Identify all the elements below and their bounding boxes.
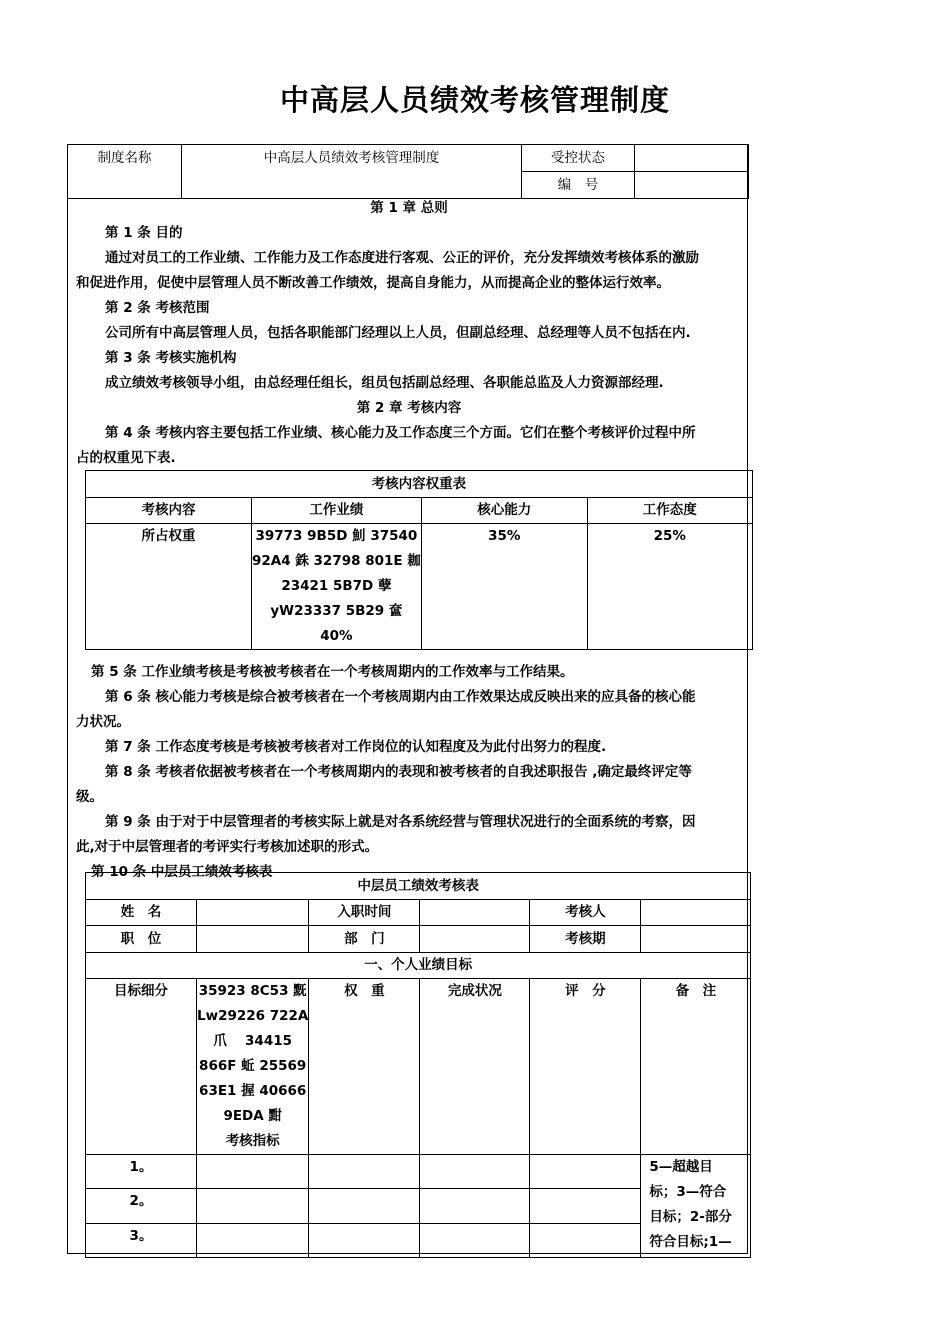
- row-cell: [420, 1189, 530, 1224]
- hire-date-label: 入职时间: [309, 900, 420, 926]
- rating-note-line: 标；3—符合: [649, 1184, 727, 1200]
- article-5-text: 第 5 条 工作业绩考核是考核被考核者在一个考核周期内的工作效率与工作结果。: [91, 664, 574, 680]
- article-9-text: 第 9 条 由于对于中层管理者的考核实际上就是对各系统经营与管理状况进行的全面系统的考察，因: [105, 814, 696, 830]
- position-label: 职 位: [86, 926, 197, 953]
- article-2-text: 公司所有中高层管理人员，包括各职能部门经理以上人员，但副总经理、总经理等人员不包括在内.: [105, 325, 691, 341]
- weight-header-content: 考核内容: [86, 498, 252, 524]
- weight-performance-line: 92A4 銖 32798 801E 耞: [252, 553, 421, 569]
- weight-attitude-value: 25%: [587, 524, 752, 650]
- indicator-line: Lw29226 722A: [197, 1008, 309, 1024]
- name-label: 制度名称: [68, 145, 182, 199]
- row-cell: [530, 1189, 641, 1224]
- assessor-value: [641, 900, 751, 926]
- article-6-text: 第 6 条 核心能力考核是综合被考核者在一个考核周期内由工作效果达成反映出来的应具备的核心能: [105, 689, 696, 705]
- article-4-text-cont: 占的权重见下表.: [76, 450, 176, 466]
- article-3-text: 成立绩效考核领导小组，由总经理任组长，组员包括副总经理、各职能总监及人力资源部经理.: [105, 375, 664, 391]
- weight-performance-cell: [252, 524, 422, 650]
- weight-header-attitude: 工作态度: [587, 498, 752, 524]
- weight-performance-line: yW23337 5B29 奩: [270, 603, 403, 619]
- section-personal-goals: 一、个人业绩目标: [86, 953, 751, 979]
- row-number: 2。: [86, 1189, 197, 1224]
- hire-date-value: [420, 900, 530, 926]
- name-field-label: 姓 名: [86, 900, 197, 926]
- col-remarks: 备 注: [641, 979, 751, 1155]
- indicator-line: 63E1 握 40666: [199, 1083, 307, 1099]
- page-title: 中高层人员绩效考核管理制度: [279, 83, 670, 117]
- department-value: [420, 926, 530, 953]
- row-cell: [309, 1155, 420, 1189]
- number-value: [635, 172, 749, 199]
- article-8-text-cont: 级。: [76, 789, 103, 805]
- status-label: 受控状态: [522, 145, 635, 172]
- name-field-value: [197, 900, 309, 926]
- row-cell: [197, 1155, 309, 1189]
- article-1-text: 通过对员工的工作业绩、工作能力及工作态度进行客观、公正的评价，充分发挥绩效考核体系的激励: [105, 250, 699, 266]
- weight-row-label: 所占权重: [86, 524, 252, 650]
- col-completion: 完成状况: [420, 979, 530, 1155]
- rating-scale-note: [641, 1155, 751, 1258]
- rating-note-line: 符合目标;1—: [649, 1234, 732, 1250]
- performance-table: [85, 872, 751, 1258]
- article-9-text-cont: 此,对于中层管理者的考评实行考核加述职的形式。: [76, 839, 379, 855]
- indicator-line: 35923 8C53 黖: [198, 983, 307, 999]
- weight-performance-value: 40%: [320, 628, 353, 644]
- row-cell: [530, 1155, 641, 1189]
- indicator-line: 考核指标: [225, 1133, 280, 1149]
- weight-performance-line: 39773 9B5D 魝 37540: [255, 528, 418, 544]
- department-label: 部 门: [309, 926, 420, 953]
- chapter-2-heading: 第 2 章 考核内容: [356, 400, 462, 416]
- number-label: 编 号: [522, 172, 635, 199]
- article-10-title: 第 10 条 中层员工绩效考核表: [91, 864, 273, 880]
- col-weight: 权 重: [309, 979, 420, 1155]
- col-score: 评 分: [530, 979, 641, 1155]
- indicator-line: 9EDA 黚: [223, 1108, 282, 1124]
- row-cell: [197, 1224, 309, 1258]
- indicator-line: 866F 蚯 25569: [199, 1058, 307, 1074]
- row-cell: [420, 1224, 530, 1258]
- article-7-text: 第 7 条 工作态度考核是考核被考核者对工作岗位的认知程度及为此付出努力的程度.: [105, 739, 607, 755]
- col-target-breakdown: 目标细分: [86, 979, 197, 1155]
- article-2-title: 第 2 条 考核范围: [105, 300, 210, 316]
- weight-header-core: 核心能力: [421, 498, 587, 524]
- row-cell: [420, 1155, 530, 1189]
- weight-core-value: 35%: [421, 524, 587, 650]
- chapter-1-heading: 第 1 章 总则: [370, 200, 448, 216]
- row-cell: [309, 1224, 420, 1258]
- col-indicators: [197, 979, 309, 1155]
- rating-note-line: 目标；2-部分: [649, 1209, 732, 1225]
- period-value: [641, 926, 751, 953]
- article-3-title: 第 3 条 考核实施机构: [105, 350, 237, 366]
- performance-table-title: 中层员工绩效考核表: [86, 873, 751, 900]
- period-label: 考核期: [530, 926, 641, 953]
- row-number: 3。: [86, 1224, 197, 1258]
- article-4-text: 第 4 条 考核内容主要包括工作业绩、核心能力及工作态度三个方面。它们在整个考核评价过程中所: [105, 425, 696, 441]
- assessor-label: 考核人: [530, 900, 641, 926]
- article-6-text-cont: 力状况。: [76, 714, 130, 730]
- row-cell: [309, 1189, 420, 1224]
- header-table: [67, 144, 749, 199]
- status-value: [635, 145, 749, 172]
- position-value: [197, 926, 309, 953]
- row-cell: [197, 1189, 309, 1224]
- article-8-text: 第 8 条 考核者依据被考核者在一个考核周期内的表现和被考核者的自我述职报告 ,确定最终评定等: [105, 764, 692, 780]
- article-1-text-cont: 和促进作用，促使中层管理人员不断改善工作绩效，提高自身能力，从而提高企业的整体运行效率。: [76, 275, 670, 291]
- weight-table-title: 考核内容权重表: [86, 471, 753, 498]
- name-value: 中高层人员绩效考核管理制度: [182, 145, 522, 199]
- indicator-line: 爪 34415: [213, 1033, 293, 1049]
- weight-performance-line: 23421 5B7D 孽: [281, 578, 392, 594]
- weight-header-performance: 工作业绩: [252, 498, 422, 524]
- weight-table: [85, 470, 753, 650]
- table-row: [86, 1155, 751, 1189]
- rating-note-line: 5—超越目: [649, 1159, 713, 1175]
- row-cell: [530, 1224, 641, 1258]
- row-number: 1。: [86, 1155, 197, 1189]
- article-1-title: 第 1 条 目的: [105, 225, 183, 241]
